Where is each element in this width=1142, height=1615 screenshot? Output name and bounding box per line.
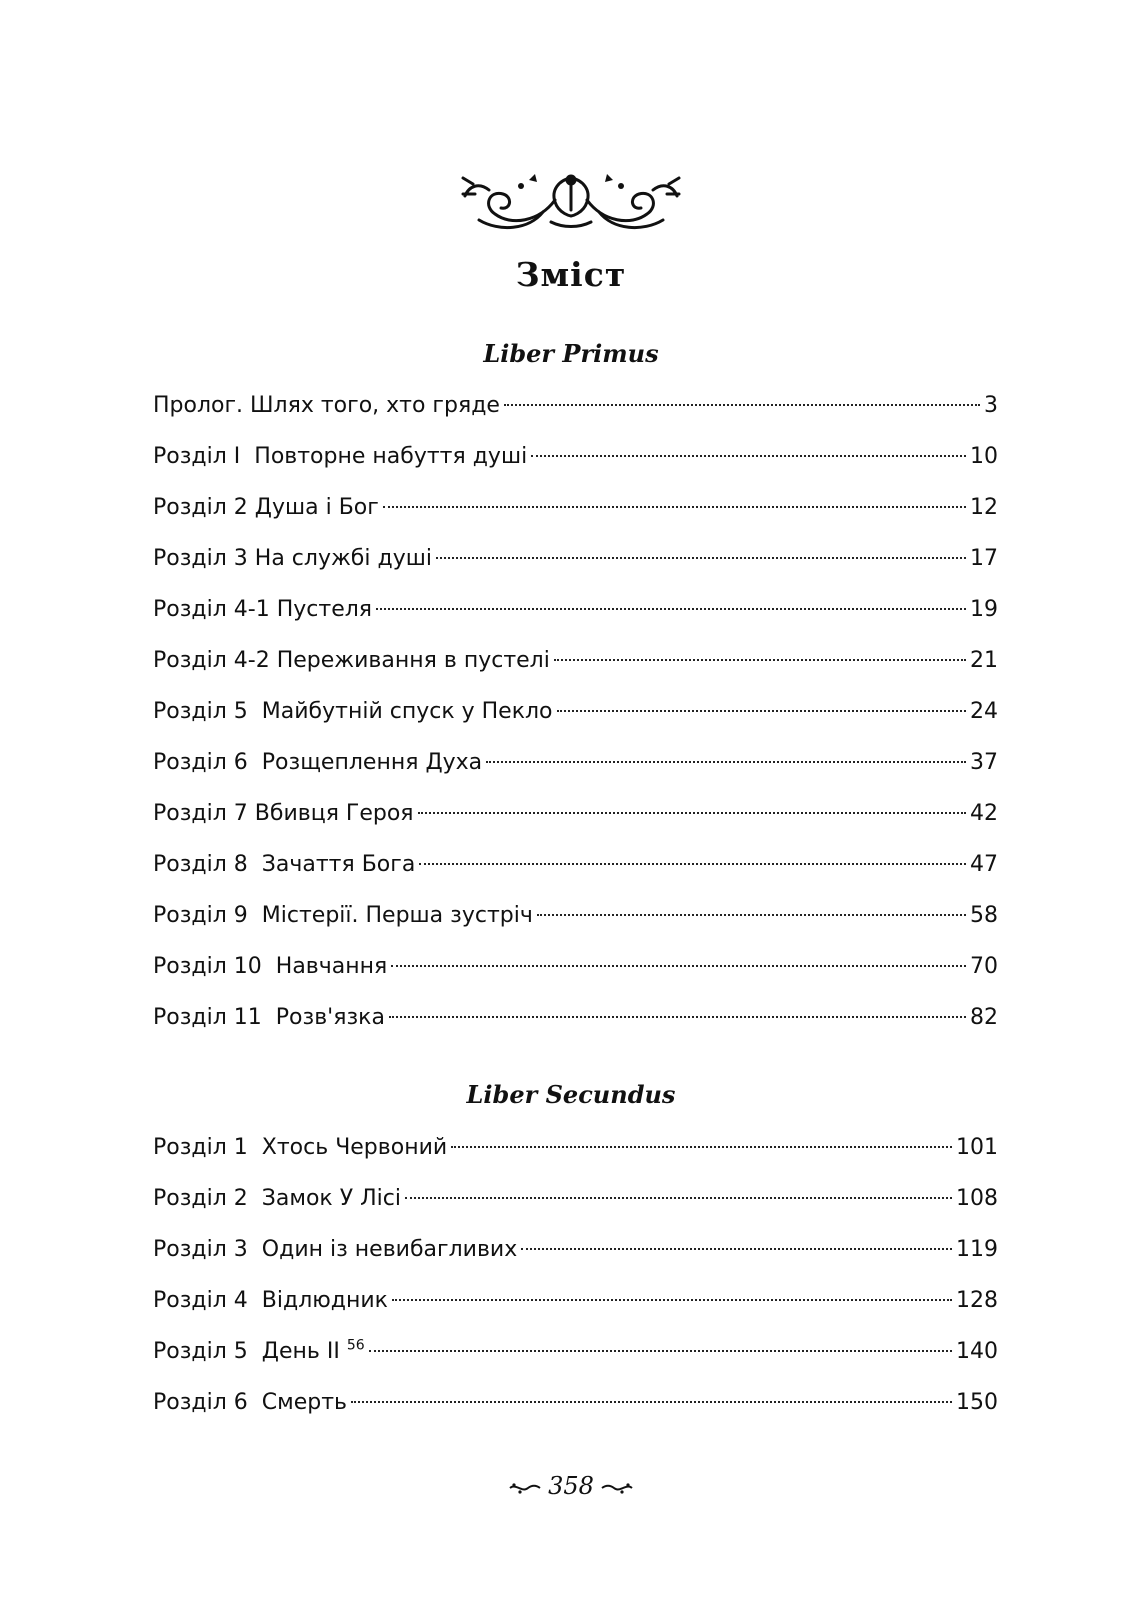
toc-entry-label [153, 1337, 365, 1367]
toc-entry-page: 108 [956, 1186, 998, 1211]
toc-entry-label: Розділ 7 Вбивця Героя [153, 801, 414, 826]
toc-entry-page: 37 [970, 750, 998, 775]
toc-entry-label: Розділ 8 Зачаття Бога [153, 852, 416, 877]
leader-dots [376, 606, 966, 610]
toc-entry-page: 3 [984, 393, 998, 418]
leader-dots [392, 1297, 952, 1301]
leader-dots [389, 1014, 966, 1018]
toc-entry[interactable] [153, 1003, 998, 1054]
ornament-icon [459, 170, 683, 236]
toc-entry-label: Розділ 4 Відлюдник [153, 1288, 388, 1313]
toc-entry-label: Розділ 6 Смерть [153, 1390, 348, 1415]
toc-entry-page: 17 [970, 546, 998, 571]
toc-entry[interactable] [153, 952, 998, 1003]
toc-entry-page: 24 [970, 699, 998, 724]
leader-dots [383, 504, 966, 508]
flourish-left-icon [508, 1481, 542, 1495]
toc-entry-page: 140 [956, 1339, 998, 1364]
toc-entry-label: Розділ 11 Розв'язка [153, 1005, 385, 1030]
toc-entry-label: Розділ 4-1 Пустеля [153, 597, 373, 622]
leader-dots [436, 555, 966, 559]
toc-entry-label: Розділ 3 На службі душі [153, 546, 432, 571]
toc-entry-label: Розділ 1 Хтось Червоний [153, 1135, 448, 1160]
leader-dots [557, 708, 966, 712]
section-heading-liber-secundus: Liber Secundus [466, 1080, 676, 1109]
toc-entry[interactable] [153, 1133, 998, 1184]
toc-entry-label: Пролог. Шлях того, хто гряде [153, 393, 500, 418]
section-heading-liber-primus: Liber Primus [483, 339, 659, 368]
toc-entry-page: 58 [970, 903, 998, 928]
toc-entry-page: 119 [956, 1237, 998, 1262]
toc-entry[interactable] [153, 799, 998, 850]
leader-dots [369, 1348, 952, 1352]
toc-entry-label-text: Розділ 5 День II [153, 1339, 340, 1364]
toc-entry[interactable] [153, 595, 998, 646]
toc-entry[interactable] [153, 748, 998, 799]
toc-entry-label: Розділ 4-2 Переживання в пустелі [153, 648, 550, 673]
toc-entry-page: 42 [970, 801, 998, 826]
toc-liber-primus [153, 391, 998, 1054]
page-title: Зміст [515, 255, 627, 294]
leader-dots [451, 1144, 952, 1148]
toc-entry-label: Розділ 3 Один із невибагливих [153, 1237, 518, 1262]
toc-entry[interactable] [153, 1235, 998, 1286]
toc-entry-label: Розділ 6 Розщеплення Духа [153, 750, 483, 775]
toc-entry[interactable] [153, 442, 998, 493]
toc-entry-page: 82 [970, 1005, 998, 1030]
toc-entry-label: Розділ 9 Містерії. Перша зустріч [153, 903, 533, 928]
leader-dots [405, 1195, 952, 1199]
leader-dots [504, 402, 980, 406]
leader-dots [351, 1399, 952, 1403]
leader-dots [537, 912, 966, 916]
leader-dots [486, 759, 966, 763]
page-number: 358 [548, 1472, 594, 1500]
leader-dots [419, 861, 966, 865]
leader-dots [521, 1246, 952, 1250]
toc-entry[interactable] [153, 391, 998, 442]
toc-entry-page: 150 [956, 1390, 998, 1415]
footnote-marker: 56 [346, 1337, 365, 1354]
toc-entry[interactable] [153, 850, 998, 901]
leader-dots [391, 963, 966, 967]
leader-dots [554, 657, 966, 661]
toc-entry[interactable] [153, 697, 998, 748]
flourish-right-icon [600, 1481, 634, 1495]
leader-dots [531, 453, 966, 457]
toc-entry-page: 21 [970, 648, 998, 673]
toc-entry-page: 70 [970, 954, 998, 979]
toc-entry[interactable] [153, 1286, 998, 1337]
toc-entry[interactable] [153, 544, 998, 595]
toc-entry-label: Розділ 10 Навчання [153, 954, 388, 979]
toc-entry[interactable] [153, 1388, 998, 1439]
toc-entry-page: 101 [956, 1135, 998, 1160]
toc-entry[interactable] [153, 493, 998, 544]
toc-entry-label: Розділ 2 Замок У Лісі [153, 1186, 401, 1211]
toc-liber-secundus [153, 1133, 998, 1439]
toc-entry-page: 47 [970, 852, 998, 877]
toc-entry-page: 128 [956, 1288, 998, 1313]
toc-entry[interactable] [153, 1184, 998, 1235]
toc-entry-label: Розділ 5 Майбутній спуск у Пекло [153, 699, 553, 724]
toc-entry-page: 10 [970, 444, 998, 469]
toc-entry[interactable] [153, 646, 998, 697]
toc-entry-label: Розділ 2 Душа і Бог [153, 495, 379, 520]
toc-entry-label: Розділ I Повторне набуття душі [153, 444, 528, 469]
toc-entry[interactable] [153, 1337, 998, 1388]
toc-entry-page: 12 [970, 495, 998, 520]
toc-entry[interactable] [153, 901, 998, 952]
page-footer [0, 1471, 1142, 1501]
toc-entry-page: 19 [970, 597, 998, 622]
leader-dots [418, 810, 966, 814]
